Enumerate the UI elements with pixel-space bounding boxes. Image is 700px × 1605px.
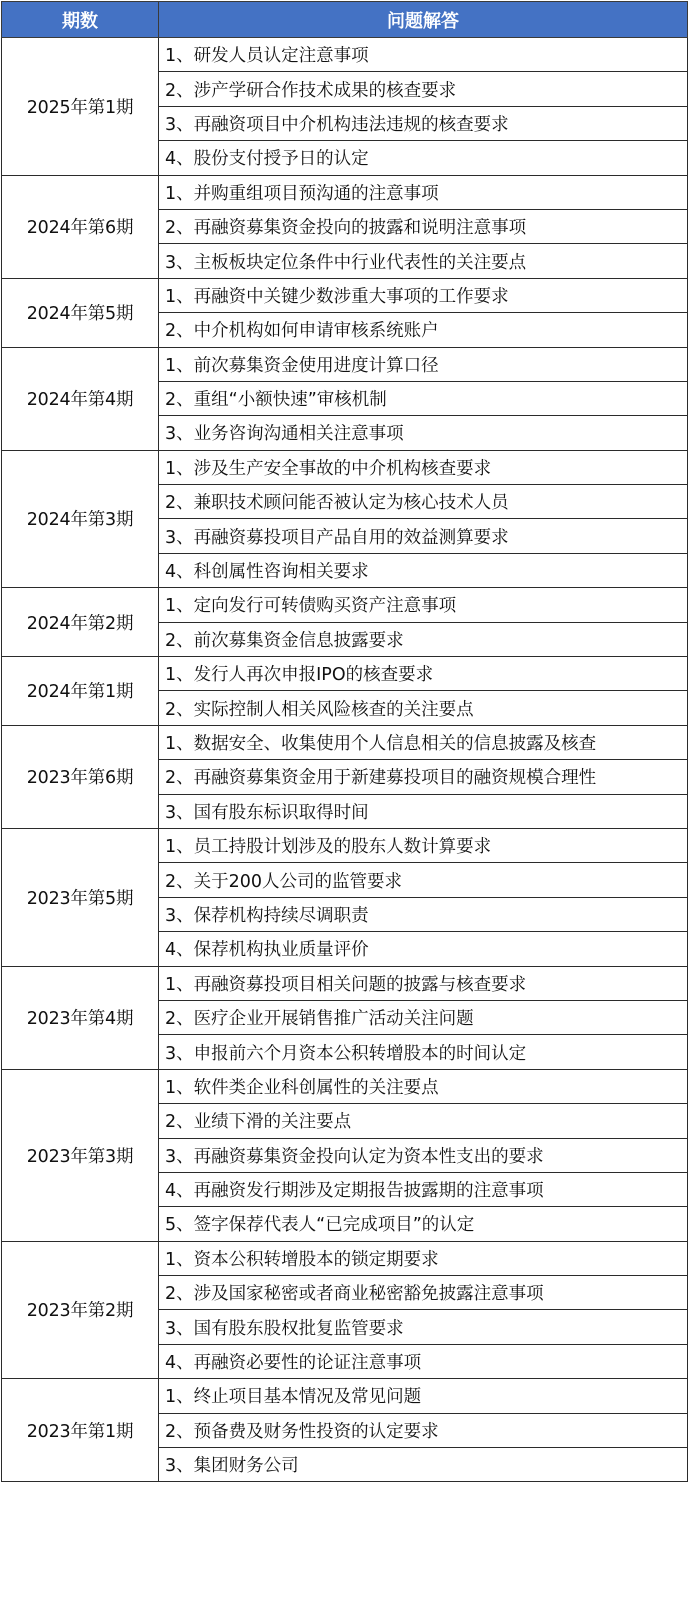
period-cell: 2023年第5期: [2, 828, 159, 966]
qa-item-cell: 1、前次募集资金使用进度计算口径: [159, 347, 688, 381]
qa-item-cell: 1、研发人员认定注意事项: [159, 38, 688, 72]
period-cell: 2023年第1期: [2, 1379, 159, 1482]
table-body: [2, 38, 688, 1482]
period-cell: 2024年第4期: [2, 347, 159, 450]
qa-item-cell: 1、发行人再次申报IPO的核查要求: [159, 657, 688, 691]
qa-item-cell: 4、保荐机构执业质量评价: [159, 932, 688, 966]
qa-item-cell: 3、申报前六个月资本公积转增股本的时间认定: [159, 1035, 688, 1069]
qa-item-cell: 1、员工持股计划涉及的股东人数计算要求: [159, 828, 688, 862]
table-row: [2, 450, 688, 484]
qa-table: [1, 1, 688, 1482]
period-cell: 2023年第2期: [2, 1241, 159, 1379]
qa-item-cell: 2、业绩下滑的关注要点: [159, 1104, 688, 1138]
qa-item-cell: 2、前次募集资金信息披露要求: [159, 622, 688, 656]
qa-item-cell: 2、涉产学研合作技术成果的核查要求: [159, 72, 688, 106]
qa-item-cell: 4、科创属性咨询相关要求: [159, 553, 688, 587]
table-header: [2, 2, 688, 38]
period-cell: 2024年第1期: [2, 657, 159, 726]
table-row: [2, 1379, 688, 1413]
table-row: [2, 38, 688, 72]
qa-item-cell: 3、再融资项目中介机构违法违规的核查要求: [159, 106, 688, 140]
qa-item-cell: 1、并购重组项目预沟通的注意事项: [159, 175, 688, 209]
table-row: [2, 966, 688, 1000]
qa-item-cell: 2、医疗企业开展销售推广活动关注问题: [159, 1000, 688, 1034]
period-cell: 2023年第6期: [2, 725, 159, 828]
table-row: [2, 347, 688, 381]
qa-item-cell: 4、再融资必要性的论证注意事项: [159, 1344, 688, 1378]
qa-item-cell: 2、关于200人公司的监管要求: [159, 863, 688, 897]
qa-item-cell: 1、资本公积转增股本的锁定期要求: [159, 1241, 688, 1275]
qa-item-cell: 1、数据安全、收集使用个人信息相关的信息披露及核查: [159, 725, 688, 759]
period-cell: 2025年第1期: [2, 38, 159, 176]
qa-item-cell: 4、再融资发行期涉及定期报告披露期的注意事项: [159, 1172, 688, 1206]
table-row: [2, 1069, 688, 1103]
qa-item-cell: 3、再融资募集资金投向认定为资本性支出的要求: [159, 1138, 688, 1172]
period-cell: 2023年第4期: [2, 966, 159, 1069]
qa-item-cell: 3、再融资募投项目产品自用的效益测算要求: [159, 519, 688, 553]
period-cell: 2024年第6期: [2, 175, 159, 278]
table-row: [2, 657, 688, 691]
table-row: [2, 1241, 688, 1275]
qa-item-cell: 2、涉及国家秘密或者商业秘密豁免披露注意事项: [159, 1276, 688, 1310]
header-period: 期数: [2, 2, 159, 38]
qa-item-cell: 3、保荐机构持续尽调职责: [159, 897, 688, 931]
period-cell: 2024年第5期: [2, 278, 159, 347]
qa-item-cell: 1、软件类企业科创属性的关注要点: [159, 1069, 688, 1103]
table-row: [2, 828, 688, 862]
table-row: [2, 725, 688, 759]
header-qa: 问题解答: [159, 2, 688, 38]
qa-item-cell: 2、中介机构如何申请审核系统账户: [159, 313, 688, 347]
period-cell: 2024年第2期: [2, 588, 159, 657]
period-cell: 2024年第3期: [2, 450, 159, 588]
qa-item-cell: 1、再融资中关键少数涉重大事项的工作要求: [159, 278, 688, 312]
period-cell: 2023年第3期: [2, 1069, 159, 1241]
qa-item-cell: 1、终止项目基本情况及常见问题: [159, 1379, 688, 1413]
header-row: [2, 2, 688, 38]
qa-item-cell: 3、主板板块定位条件中行业代表性的关注要点: [159, 244, 688, 278]
qa-item-cell: 2、预备费及财务性投资的认定要求: [159, 1413, 688, 1447]
qa-item-cell: 3、国有股东股权批复监管要求: [159, 1310, 688, 1344]
table-row: [2, 588, 688, 622]
qa-item-cell: 2、实际控制人相关风险核查的关注要点: [159, 691, 688, 725]
qa-item-cell: 1、定向发行可转债购买资产注意事项: [159, 588, 688, 622]
qa-item-cell: 3、集团财务公司: [159, 1448, 688, 1482]
qa-item-cell: 2、兼职技术顾问能否被认定为核心技术人员: [159, 485, 688, 519]
qa-item-cell: 2、重组“小额快速”审核机制: [159, 381, 688, 415]
table-row: [2, 278, 688, 312]
qa-item-cell: 4、股份支付授予日的认定: [159, 141, 688, 175]
qa-item-cell: 2、再融资募集资金用于新建募投项目的融资规模合理性: [159, 760, 688, 794]
qa-item-cell: 3、业务咨询沟通相关注意事项: [159, 416, 688, 450]
table-row: [2, 175, 688, 209]
qa-item-cell: 5、签字保荐代表人“已完成项目”的认定: [159, 1207, 688, 1241]
qa-item-cell: 1、再融资募投项目相关问题的披露与核查要求: [159, 966, 688, 1000]
qa-item-cell: 3、国有股东标识取得时间: [159, 794, 688, 828]
qa-item-cell: 2、再融资募集资金投向的披露和说明注意事项: [159, 209, 688, 243]
qa-item-cell: 1、涉及生产安全事故的中介机构核查要求: [159, 450, 688, 484]
